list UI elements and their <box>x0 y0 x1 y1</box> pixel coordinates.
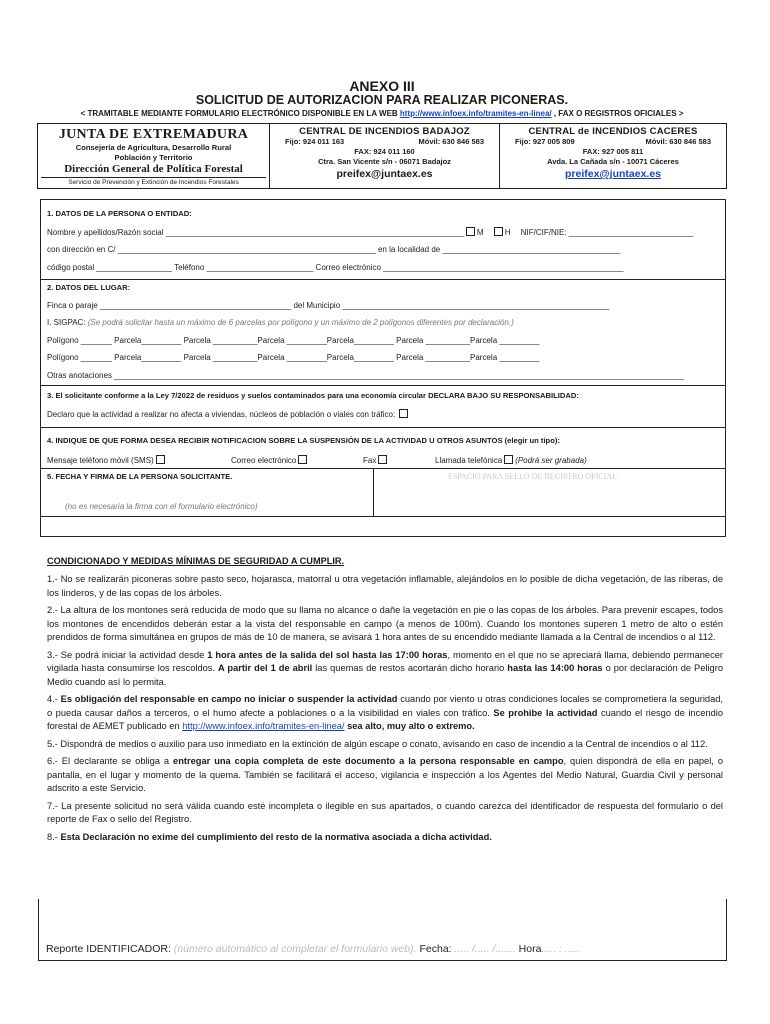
report-label: Reporte IDENTIFICADOR: <box>46 943 174 955</box>
c4-bold-2: Se prohibe la actividad <box>493 707 598 718</box>
fecha-label: Fecha: <box>416 943 455 955</box>
hora-label: Hora <box>515 943 542 955</box>
application-form <box>40 199 726 537</box>
condition-4 <box>47 693 723 734</box>
condition-2: 2.- La altura de los montones será reducida de modo que su llama no alcance o dañe la vegetación en pie o las copas de los árboles. Para prevenir escapes, todos los montones de encendidos deberán estar a la vista del responsable en campo (a menos de 100m). Cuando los montones superen 1 metro de alto o estén prendidos de forma simultánea en grupos de más de 10 de manera, se avisará 1 hora antes de su encendido mediante llamada a la Central de incendios o al 112. <box>47 605 723 642</box>
badajoz-fax: FAX: 924 011 160 <box>354 147 415 156</box>
sex-h-label: H <box>504 228 511 237</box>
sms-label: Mensaje teléfono móvil (SMS) <box>47 456 154 465</box>
header-table <box>37 123 727 189</box>
stamp-area <box>374 468 725 517</box>
condition-7: 7.- La presente solicitud no será válida cuando esté incompleta o ilegible en sus apartados, o cuando carezca del identificador de respuesta del formulario o del reporte de Fax o sello del Registro. <box>47 800 723 824</box>
fax-label: Fax <box>363 456 377 465</box>
tramites-link[interactable]: http://www.infoex.info/tramites-en-linea/ <box>399 109 552 118</box>
badajoz-email[interactable]: preifex@juntaex.es <box>336 168 433 180</box>
sex-m-label: M <box>476 228 484 237</box>
nif-field[interactable]: NIF/CIF/NIE: ____________________________ <box>520 228 694 237</box>
badajoz-block <box>270 124 500 188</box>
hora-value[interactable]: ..... : ..... <box>541 943 580 955</box>
call-label: Llamada telefónica <box>435 456 503 465</box>
c4-text-2: cuando el riesgo de incendio forestal de AEMET publicado en <box>47 707 724 731</box>
conditions-list <box>47 573 723 848</box>
condition-5: 5.- Dispondrá de medios o auxilio para uso inmediato en la extinción de algún escape o conato, avisando en caso de incendio a la Central de incendios o al 112. <box>47 738 708 749</box>
junta-block <box>38 124 270 188</box>
caceres-name: CENTRAL de INCENDIOS CACERES <box>528 126 698 137</box>
subtitle-pre: < TRAMITABLE MEDIANTE FORMULARIO ELECTRÓNICO DISPONIBLE EN LA WEB <box>80 109 400 118</box>
c4-text: cuando por viento u otras condiciones locales se comprometiera la seguridad, o pueda causar daños a terceros, o el humo afecte a poblaciones o a la visibilidad en viales con tráfico. <box>47 694 724 718</box>
aemet-link[interactable]: http://www.infoex.info/tramites-en-linea/ <box>182 721 345 731</box>
caceres-fax: FAX: 927 005 811 <box>582 147 644 156</box>
section-4 <box>41 428 725 468</box>
junta-name: JUNTA DE EXTREMADURA <box>58 127 249 142</box>
signature-note: (no es necesaria la firma con el formulario electrónico) <box>65 502 258 511</box>
c3-bold-3: hasta las 14:00 horas <box>507 663 603 673</box>
condition-1: 1.- No se realizarán piconeras sobre pasto seco, hojarasca, matorral u otra vegetación inflamable, alejándolos en lo posible de dicha vegetación, de las riberas, de los linderos, y de las copas de los árboles. <box>47 574 723 598</box>
poligono-line-2[interactable]: Polígono _______ Parcela_________ Parcela __________Parcela _________Parcela_________ Parcela __________Parcela _________ <box>47 353 540 362</box>
section-5-heading: 5. FECHA Y FIRMA DE LA PERSONA SOLICITANTE. <box>47 472 233 481</box>
badajoz-address: Ctra. San Vicente s/n - 06071 Badajoz <box>318 157 451 166</box>
finca-line[interactable]: Finca o paraje ___________________________________________ del Municipio ____________________________________________________________ <box>47 301 610 310</box>
caceres-fijo: Fijo: 927 005 809 <box>515 137 575 146</box>
direccion-general: Dirección General de Política Forestal <box>64 163 243 175</box>
caceres-phones <box>503 137 723 147</box>
c3-text-3: las quemas de restos acortarán dicho horario <box>312 663 508 673</box>
badajoz-movil: Móvil: 630 846 583 <box>418 137 484 146</box>
sigpac-label: I. SIGPAC: <box>47 318 88 327</box>
section-3 <box>41 386 725 428</box>
declaration-text: Declaro que la actividad a realizar no afecta a viviendas, núcleos de población o viales con tráfico: <box>47 410 396 419</box>
document-page <box>37 0 727 1024</box>
sigpac-line <box>47 318 514 327</box>
fax-checkbox[interactable] <box>378 455 387 464</box>
conditions-heading: CONDICIONADO Y MEDIDAS MÍNIMAS DE SEGURIDAD A CUMPLIR. <box>47 556 345 566</box>
consejeria-line-2: Población y Territorio <box>114 153 193 162</box>
report-placeholder: (número automático al completar el formulario web). <box>173 943 417 955</box>
notify-email[interactable] <box>231 455 309 465</box>
c6-bold: entregar una copia completa de este documento a la persona responsable en campo <box>173 756 564 766</box>
sigpac-note: (Se podrá solicitar hasta un máximo de 6 parcelas por polígono y un máximo de 2 polígonos diferentes por declaración.) <box>87 318 514 327</box>
declaration-checkbox[interactable] <box>399 409 408 418</box>
c3-text-2: , momento en el que no se apreciará llama, debiendo permanecer vigilada hasta consumirse los rescoldos. <box>47 649 723 673</box>
caceres-address: Avda. La Cañada s/n - 10071 Cáceres <box>547 157 679 166</box>
section-1 <box>41 200 725 280</box>
fecha-value[interactable]: ..... /..... /....... <box>454 943 516 955</box>
badajoz-name: CENTRAL DE INCENDIOS BADAJOZ <box>299 126 470 137</box>
stamp-label: ESPACIO PARA SELLO DE REGISTRO OFICIAL <box>448 472 617 481</box>
c3-bold: 1 hora antes de la salida del sol hasta las 17:00 horas <box>207 649 448 660</box>
poligono-line-1[interactable]: Polígono _______ Parcela_________ Parcela __________Parcela _________Parcela_________ Parcela __________Parcela _________ <box>47 336 540 345</box>
c3-text-4: o por declaración de Peligro Medio cuando así lo permita. <box>47 663 723 687</box>
sex-m-checkbox[interactable] <box>466 227 475 236</box>
c4-bold-3: sea alto, muy alto o extremo. <box>344 721 475 731</box>
section-1-heading: 1. DATOS DE LA PERSONA O ENTIDAD: <box>47 209 192 218</box>
caceres-email[interactable]: preifex@juntaex.es <box>564 168 662 180</box>
condition-6 <box>47 755 723 796</box>
document-subtitle <box>37 109 727 118</box>
notify-sms[interactable] <box>47 455 167 465</box>
contact-line[interactable]: código postal _________________ Teléfono ________________________ Correo electrónico ______________________________________________________ <box>47 263 624 272</box>
notify-fax[interactable] <box>363 455 389 465</box>
notify-call[interactable] <box>435 455 587 465</box>
sex-h-checkbox[interactable] <box>494 227 503 236</box>
annex-title: ANEXO III <box>349 78 415 94</box>
section-3-heading: 3. El solicitante conforme a la Ley 7/2022 de residuos y suelos contaminados para una economía circular DECLARA BAJO SU RESPONSABILIDAD: <box>47 391 579 400</box>
footer-line <box>46 943 579 955</box>
email-checkbox[interactable] <box>298 455 307 464</box>
section-2-heading: 2. DATOS DEL LUGAR: <box>47 283 131 292</box>
c8-num: 8.- <box>47 831 61 842</box>
section-5 <box>41 468 374 517</box>
c4-num: 4.- <box>47 694 61 704</box>
name-line[interactable] <box>47 227 693 237</box>
c4-bold: Es obligación del responsable en campo no iniciar o suspender la actividad <box>60 694 398 704</box>
condition-3 <box>47 649 723 690</box>
caceres-movil: Móvil: 630 846 583 <box>645 137 711 146</box>
c6-text: 6.- El declarante se obliga a <box>47 756 174 766</box>
call-checkbox[interactable] <box>504 455 513 464</box>
condition-8 <box>47 831 723 845</box>
sms-checkbox[interactable] <box>156 455 165 464</box>
declaration-line <box>47 409 410 419</box>
subtitle-post: , FAX O REGISTROS OFICIALES > <box>551 109 684 118</box>
badajoz-phones <box>273 137 496 147</box>
call-note: (Podrá ser grabada) <box>515 456 587 465</box>
c3-bold-2: A partir del 1 de abril <box>218 663 313 673</box>
servicio-line: Servicio de Prevención y Extinción de Incendios Forestales <box>41 177 266 186</box>
caceres-block <box>500 124 726 188</box>
c6-text-2: , quien dispondrá de ella en papel, o pantalla, en el lugar y momento de la quema. También se facilitará el acceso, vigilancia e inspección a los Agentes del Medio Natural, Guardia Civil y personal adscrito a este Servicio. <box>47 756 723 793</box>
email-label: Correo electrónico <box>231 456 297 465</box>
document-title: SOLICITUD DE AUTORIZACION PARA REALIZAR PICONERAS. <box>195 93 569 107</box>
anotaciones-line[interactable]: Otras anotaciones ________________________________________________________________________________________________________________________________ <box>47 371 684 380</box>
name-field[interactable]: Nombre y apellidos/Razón social ___________________________________________________________________ <box>47 228 464 237</box>
c8-bold: Esta Declaración no exime del cumplimiento del resto de la normativa asociada a dicha actividad. <box>60 831 492 842</box>
address-line[interactable]: con dirección en C/ __________________________________________________________ en la localidad de ________________________________________ <box>47 245 621 254</box>
badajoz-fijo: Fijo: 924 011 163 <box>285 137 345 146</box>
consejeria-line-1: Consejería de Agricultura, Desarrollo Rural <box>75 143 232 152</box>
section-2 <box>41 280 725 386</box>
section-4-heading: 4. INDIQUE DE QUE FORMA DESEA RECIBIR NOTIFICACION SOBRE LA SUSPENSIÓN DE LA ACTIVIDAD U OTROS ASUNTOS (elegir un tipo): <box>47 436 560 445</box>
c3-text: 3.- Se podrá iniciar la actividad desde <box>47 649 208 660</box>
